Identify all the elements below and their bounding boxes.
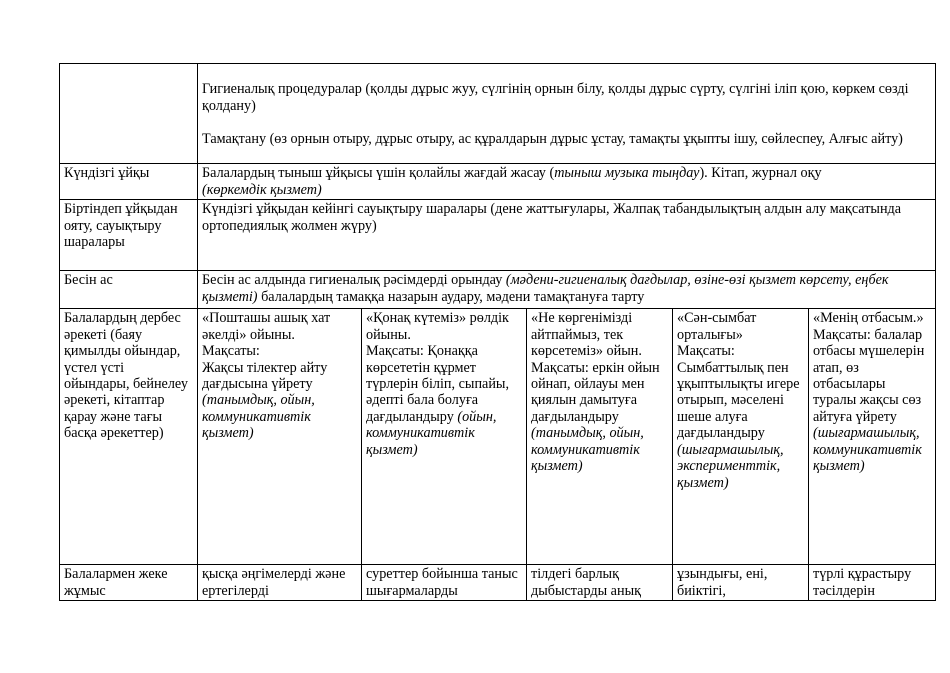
snack-text-b: (мәдени-гигиеналық дағдылар, өзіне-өзі қызмет көрсету, еңбек қызметі) [202,272,889,305]
table-row-independent [60,309,936,565]
individual-cell-3 [527,565,673,601]
hygiene-procedures-text: Гигиеналық процедуралар (қолды дұрыс жуу, сүлгінің орнын білу, қолды дұрыс сүрту, сүлгіні іліп қою, көркем сөзді қолдану) [202,81,909,114]
activity-2-note: (ойын, коммуникативтік қызмет) [366,408,497,458]
row-label-wakeup: Біртіндеп ұйқыдан ояту, сауықтыру шаралары [60,200,198,271]
table-row-hygiene [60,64,936,164]
individual-4-text: ұзындығы, ені, биіктігі, [677,566,768,599]
individual-label-text: Балалармен жеке жұмыс [64,566,168,599]
activity-cell-4 [673,309,809,565]
activity-cell-1 [198,309,362,565]
activity-cell-5 [809,309,936,565]
table-row-nap [60,164,936,200]
row-label-independent: Балалардың дербес әрекеті (баяу қимылды ойындар, үстел үсті ойындары, бейнелеу әрекеті, кітаптар қарау және тағы басқа әрекеттер) [60,309,198,565]
activity-1-text: «Пошташы ашық хат әкелді» ойыны. Мақсаты: Жақсы тілектер айту дағдысына үйрету [202,310,331,393]
activity-3-note: (танымдық, ойын, коммуникативтік қызмет) [531,425,644,475]
activity-4-note: (шығармашылық, эксперименттік, қызмет) [677,441,784,491]
nap-cell [198,164,936,200]
activity-cell-3 [527,309,673,565]
nap-text-b: тыныш музыка тыңдау [554,165,700,182]
activity-5-text: «Менің отбасым.» Мақсаты: балалар отбасы мүшелерін атап, өз отбасылары туралы жақсы сөз айтуға үйрету [813,310,925,425]
individual-2-text: суреттер бойынша таныс шығармаларды [366,566,518,599]
individual-5-text: түрлі құрастыру тәсілдерін [813,566,912,599]
snack-text-a: Бесін ас алдында гигиеналық рәсімдерді орындау [202,272,506,289]
row-label-snack: Бесін ас [60,271,198,309]
meal-text: Тамақтану (өз орнын отыру, дұрыс отыру, ас құралдарын дұрыс ұстау, тамақты ұқыпты ішу, сөйлеспеу, Алғыс айту) [202,130,903,147]
snack-cell [198,271,936,309]
nap-text-c: ). Кітап, журнал оқу [699,165,822,182]
activity-4-text: «Сән-сымбат орталығы» Мақсаты: Сымбаттылық пен ұқыптылықты игере отырып, мәселені шеше алуға дағдыландыру [677,310,800,442]
table-row-individual [60,565,936,601]
individual-cell-1 [198,565,362,601]
wakeup-cell: Күндізгі ұйқыдан кейінгі сауықтыру шаралары (дене жаттығулары, Жалпақ табандылықтың алдын алу мақсатында ортопедиялық жолмен жүру) [198,200,936,271]
activity-2-text: «Қонақ күтеміз» рөлдік ойыны. Мақсаты: Қонаққа көрсететін құрмет түрлерін біліп, сыпайы, әдепті бала болуға дағдыландыру [366,310,510,425]
daily-plan-table [59,63,936,601]
nap-text-a: Балалардың тыныш ұйқысы үшін қолайлы жағдай жасау ( [202,165,555,182]
individual-cell-5 [809,565,936,601]
nap-text-d: (көркемдік қызмет) [202,181,322,198]
hygiene-cell [198,64,936,164]
row-label-hygiene [60,64,198,164]
individual-cell-2 [362,565,527,601]
snack-text-c: балалардың тамаққа назарын аудару, мәдени тамақтануға тарту [257,288,645,305]
activity-cell-2 [362,309,527,565]
activity-1-note: (танымдық, ойын, коммуникативтік қызмет) [202,392,315,442]
table-row-snack [60,271,936,309]
row-label-individual [60,565,198,601]
individual-1-text: қысқа әңгімелерді және ертегілерді [202,566,346,599]
row-label-nap: Күндізгі ұйқы [60,164,198,200]
individual-3-text: тілдегі барлық дыбыстарды анық [531,566,641,599]
activity-3-text: «Не көргенімізді айтпаймыз, тек көрсетеміз» ойын. Мақсаты: еркін ойын ойнап, ойлауы мен қиялын дамытуға дағдыландыру [531,310,660,425]
individual-cell-4 [673,565,809,601]
table-row-wakeup [60,200,936,271]
activity-5-note: (шығармашылық, коммуникативтік қызмет) [813,425,922,475]
